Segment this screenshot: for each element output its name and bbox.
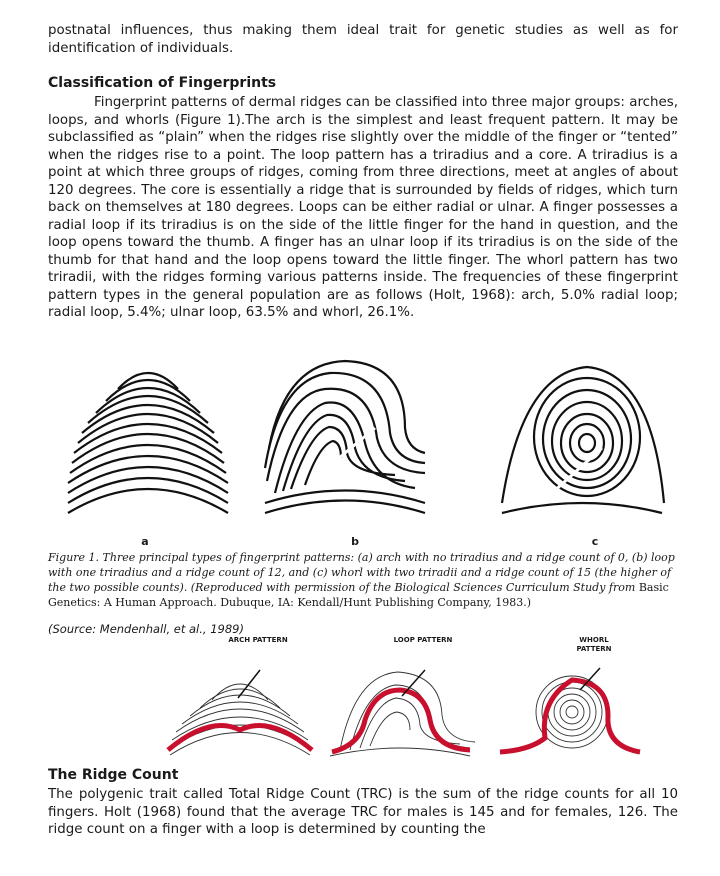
figure-source: (Source: Mendenhall, et al., 1989) xyxy=(48,622,244,636)
loop-highlight xyxy=(332,690,470,752)
intro-paragraph: postnatal influences, thus making them ideal trait for genetic studies as well as for identification of individuals. xyxy=(48,23,678,56)
figure-caption-upright: Basic Genetics: A Human Approach. Dubuque, IA: Kendall/Hunt Publishing Company, 1983.) xyxy=(48,581,669,609)
classification-heading: Classification of Fingerprints xyxy=(48,75,277,91)
classification-paragraph: Fingerprint patterns of dermal ridges can be classified into three major groups: arches, loops, and whorls (Figure 1).The arch is the simplest and least frequent pattern. It may be subclassified as “plain” when the ridges rise slightly over the middle of the finger or “tented” when the ridges rise to a point. The loop pattern has a triradius and a core. A triradius is a point at which three groups of ridges, coming from three directions, meet at angles of about 120 degrees. The core is essentially a ridge that is surrounded by fields of ridges, which turn back on themselves at 180 degrees. Loops can be either radial or ulnar. A finger possesses a radial loop if its triradius is on the side of the little finger for the hand in question, and the loop opens toward the thumb. A finger has an ulnar loop if its triradius is on the side of the thumb for that hand and the loop opens toward the little finger. The whorl pattern has two triradii, with the ridges forming various patterns inside. The frequencies of these fingerprint pattern types in the general population are as follows (Holt, 1968): arch, 5.0% radial loop; radial loop, 5.4%; ulnar loop, 63.5% and whorl, 26.1%. xyxy=(48,95,678,320)
loop-ridges xyxy=(265,361,425,513)
whorl-fingerprint-image xyxy=(492,353,672,518)
whorl-pattern-diagram xyxy=(490,660,650,760)
figure-label-c: c xyxy=(591,535,599,548)
figure-caption xyxy=(48,550,678,610)
ridge-count-paragraph: The polygenic trait called Total Ridge Count (TRC) is the sum of the ridge counts for all 10 fingers. Holt (1968) found that the average TRC for males is 145 and for females, 126. The ridge count on a finger with a loop is determined by counting the xyxy=(48,787,678,837)
figure-label-a: a xyxy=(141,535,149,548)
loop-fingerprint-image xyxy=(255,353,435,518)
loop-pattern-diagram xyxy=(320,660,480,760)
loop-pattern-label: LOOP PATTERN xyxy=(393,636,453,644)
figure-label-b: b xyxy=(351,535,359,548)
arch-pattern-diagram xyxy=(160,660,320,760)
figure-caption-italic: Figure 1. Three principal types of fingerprint patterns: (a) arch with no triradius and a ridge count of 0, (b) loop with one triradius and a ridge count of 12, and (c) whorl with two triradii and a ridge count of 15 (the higher of the two possible counts). (Reproduced with permission of the Biological Sciences Curriculum Study from xyxy=(48,551,675,594)
whorl-highlight xyxy=(500,680,640,752)
whorl-ridges xyxy=(502,367,664,513)
arch-pattern-label: ARCH PATTERN xyxy=(228,636,288,644)
arch-fingerprint-image xyxy=(58,353,238,518)
ridge-count-heading: The Ridge Count xyxy=(48,767,179,783)
arch-ridges xyxy=(68,373,228,513)
whorl-pattern-label: WHORL PATTERN xyxy=(576,636,612,653)
